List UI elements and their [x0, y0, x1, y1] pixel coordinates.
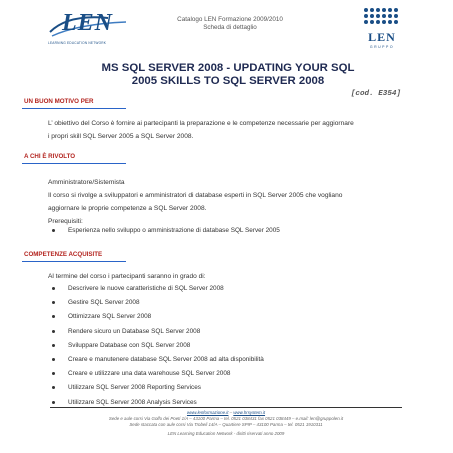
logo-right-sub: GRUPPO — [369, 45, 395, 49]
section-divider — [22, 108, 126, 109]
section-divider — [22, 163, 126, 164]
rivolto-text — [48, 176, 428, 228]
section-heading-competenze: COMPETENZE ACQUISITE — [24, 251, 103, 258]
list-item: Esperienza nello sviluppo o amministrazione di database SQL Server 2005 — [52, 226, 280, 240]
course-title — [48, 62, 408, 88]
list-item: Utilizzare SQL Server 2008 Reporting Services — [52, 383, 264, 397]
motivo-text-line2: i propri skill SQL Server 2005 a SQL Server 2008. — [48, 133, 194, 140]
list-item: Gestire SQL Server 2008 — [52, 298, 264, 312]
course-title-line2: 2005 SKILLS TO SQL SERVER 2008 — [131, 75, 325, 87]
rivolto-text-line2: aggiornare le proprie competenze a SQL Server 2008. — [48, 205, 207, 212]
motivo-text-line1: L’ obiettivo del Corso è fornire ai partecipanti la preparazione e le competenze necessarie per aggiornare — [48, 120, 354, 127]
footer-link-separator: – — [228, 410, 234, 415]
section-heading-motivo: UN BUON MOTIVO PER — [24, 98, 94, 105]
logo-right-text: LEN — [368, 30, 396, 44]
logo-dots-icon — [364, 8, 404, 24]
competenze-intro: Al termine del corso i partecipanti saranno in grado di: — [48, 273, 206, 280]
list-item: Creare e manutenere database SQL Server 2008 ad alta disponibilità — [52, 355, 264, 369]
rivolto-text-line1: Il corso si rivolge a sviluppatori e amministratori di database esperti in SQL Server 2005 che vogliano — [48, 192, 343, 199]
catalog-title: Catalogo LEN Formazione 2009/2010 — [177, 16, 283, 23]
list-item: Creare e utilizzare una data warehouse SQL Server 2008 — [52, 369, 264, 383]
rivolto-role: Amministratore/Sistemista — [48, 179, 125, 186]
catalog-subtitle: Scheda di dettaglio — [203, 24, 257, 31]
list-item: Descrivere le nuove caratteristiche di SQL Server 2008 — [52, 284, 264, 298]
prerequisites-list — [52, 226, 280, 240]
prerequisites-label: Prerequisiti: — [48, 218, 83, 225]
footer-link-hrsystem[interactable]: www.hrsystem.it — [233, 410, 266, 415]
list-item: Utilizzare SQL Server 2008 Analysis Services — [52, 398, 264, 412]
competenze-list — [52, 284, 264, 412]
logo-left-text: LEN — [62, 10, 113, 36]
footer-divider — [50, 407, 402, 408]
section-divider — [22, 261, 126, 262]
list-item: Ottimizzare SQL Server 2008 — [52, 312, 264, 326]
len-logo-left — [48, 10, 130, 48]
list-item: Sviluppare Database con SQL Server 2008 — [52, 341, 264, 355]
catalog-header — [160, 16, 300, 32]
len-gruppo-logo — [360, 8, 404, 56]
course-title-line1: MS SQL SERVER 2008 - UPDATING YOUR SQL — [101, 62, 355, 74]
list-item: Rendere sicuro un Database SQL Server 2008 — [52, 327, 264, 341]
motivo-text — [48, 117, 428, 143]
footer-address-secondary: Sede staccata con aule corsi Via Trobeli 14/A – Quartiere SPIP – 43100 Parma – tel. 0521 1910311 — [129, 422, 323, 427]
footer-link-lenformazione[interactable]: www.lenformazione.it — [186, 410, 229, 415]
logo-left-tagline: LEARNING EDUCATION NETWORK — [48, 41, 107, 45]
footer-address-main: Sede e aule corsi Via Golfo dei Poeti 1/A – 43100 Parma – tel. 0521 038431 fax 0521 038449 – e.mail: len@gruppolen.it — [108, 416, 344, 421]
footer-copyright: LEN Learning Education Network - diritti riservati anno 2009 — [167, 431, 285, 436]
footer — [50, 410, 402, 437]
section-heading-rivolto: A CHI È RIVOLTO — [24, 153, 76, 160]
course-code: [cod. E354] — [350, 90, 401, 98]
